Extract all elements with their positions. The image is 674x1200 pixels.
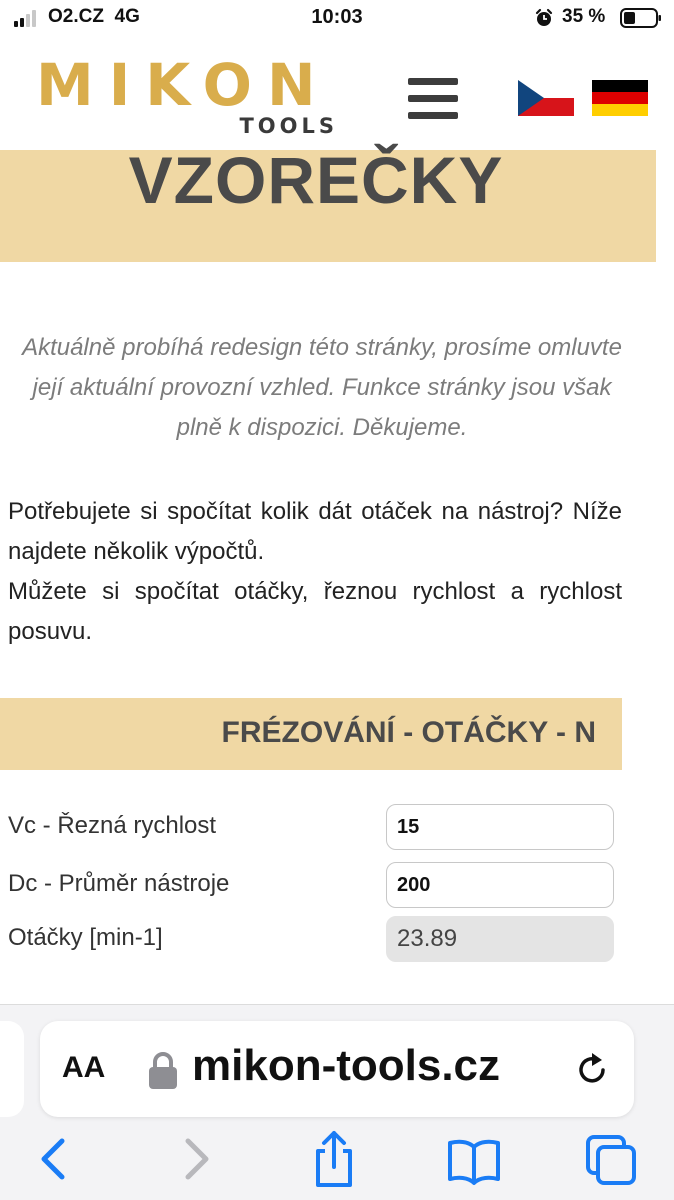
lock-icon <box>148 1051 178 1089</box>
redesign-notice: Aktuálně probíhá redesign této stránky, prosíme omluvte její aktuální provozní vzhled. Funkce stránky jsou však plně k dispozici. Děkujeme. <box>22 334 622 441</box>
intro-text <box>8 492 622 652</box>
czech-flag-icon[interactable] <box>518 80 574 116</box>
section-title: FRÉZOVÁNÍ - OTÁČKY - N <box>221 716 596 749</box>
page-title: VZOREČKY <box>128 143 504 217</box>
intro-paragraph-2: Můžete si spočítat otáčky, řeznou rychlost a rychlost posuvu. <box>8 578 622 645</box>
intro-paragraph-1: Potřebujete si spočítat kolik dát otáček na nástroj? Níže najdete několik výpočtů. <box>8 498 622 565</box>
carrier-label: O2.CZ 4G <box>48 6 140 27</box>
share-icon[interactable] <box>306 1129 362 1189</box>
german-flag-icon[interactable] <box>592 80 648 116</box>
previous-tab-preview[interactable] <box>0 1021 24 1117</box>
forward-arrow-icon[interactable] <box>170 1129 226 1189</box>
mikon-tools-logo[interactable] <box>36 51 342 138</box>
cutting-speed-input[interactable]: 15 <box>386 804 614 850</box>
browser-toolbar <box>0 1004 674 1200</box>
bookmarks-icon[interactable] <box>446 1129 502 1189</box>
status-time: 10:03 <box>311 6 363 28</box>
tool-diameter-input[interactable]: 200 <box>386 862 614 908</box>
logo-subtitle: TOOLS <box>239 114 338 138</box>
text-size-button[interactable]: AA <box>62 1051 106 1084</box>
rpm-label: Otáčky [min-1] <box>8 924 163 951</box>
back-arrow-icon[interactable] <box>24 1129 80 1189</box>
reload-icon[interactable] <box>572 1049 612 1089</box>
rpm-result-field: 23.89 <box>386 916 614 962</box>
dc-label: Dc - Průměr nástroje <box>8 870 230 897</box>
vc-label: Vc - Řezná rychlost <box>8 812 217 839</box>
battery-icon <box>620 8 662 28</box>
logo-wordmark: MIKON <box>36 51 331 119</box>
battery-percent: 35 % <box>562 6 606 27</box>
url-text: mikon-tools.cz <box>192 1041 501 1090</box>
alarm-clock-icon <box>534 8 554 28</box>
address-bar[interactable] <box>40 1021 634 1117</box>
hamburger-menu-icon[interactable] <box>408 78 458 120</box>
status-bar <box>0 0 674 36</box>
tabs-icon[interactable] <box>584 1129 640 1189</box>
site-header <box>0 36 674 144</box>
